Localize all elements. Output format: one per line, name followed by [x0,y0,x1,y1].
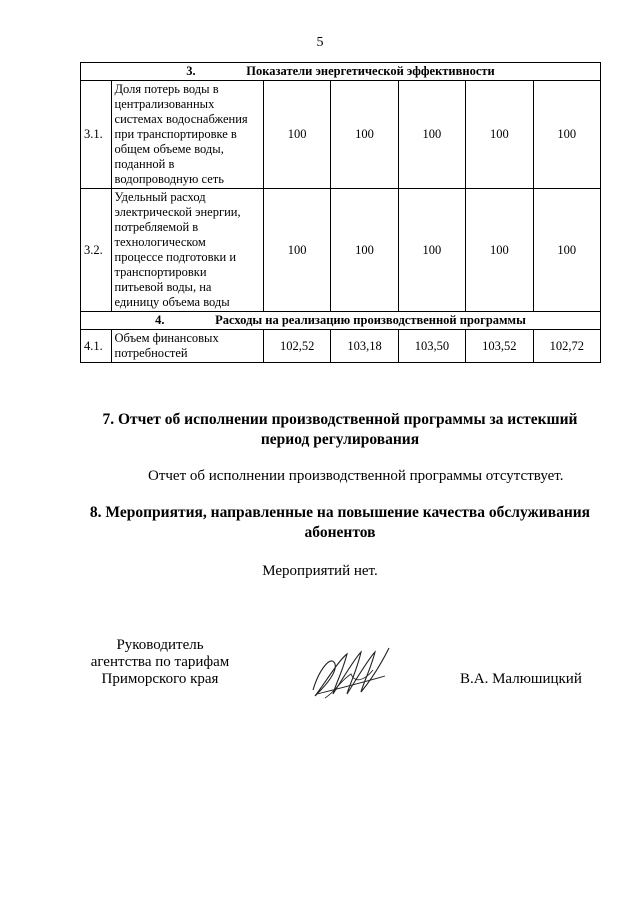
desc-line: процессе подготовки и [114,250,237,264]
value-cell: 100 [398,189,465,312]
section-7-text: Отчет об исполнении производственной программы отсутствует. [148,468,564,484]
value-cell: 102,72 [533,330,600,363]
heading-line: 8. Мероприятия, направленные на повышение качества обслуживания [89,504,591,521]
value-cell: 103,18 [331,330,398,363]
section-4-header-row [81,312,601,330]
section-8-heading [70,503,610,543]
section-7-heading [70,410,610,450]
value-cell: 102,52 [263,330,330,363]
value-cell: 100 [263,81,330,189]
signatory-title [80,637,240,688]
section-4-title: Расходы на реализацию производственной программы [215,313,526,327]
row-description [111,330,263,363]
desc-line: единицу объема воды [114,295,230,309]
value-cell: 100 [533,189,600,312]
signatory-name: В.А. Малюшицкий [460,671,582,687]
desc-line: Доля потерь воды в [114,82,219,96]
handwritten-signature [305,640,397,702]
value-cell: 100 [398,81,465,189]
desc-line: потребляемой в [114,220,199,234]
section-4-header [81,312,601,330]
indicators-table [80,62,601,363]
section-3-header-row [81,63,601,81]
section-3-header [81,63,601,81]
desc-line: общем объеме воды, [114,142,224,156]
row-number: 3.1. [81,81,112,189]
desc-line: водопроводную сеть [114,172,224,186]
heading-line: абонентов [304,524,376,541]
desc-line: поданной в [114,157,175,171]
desc-line: потребностей [114,346,188,360]
value-cell: 103,52 [466,330,533,363]
value-cell: 100 [466,81,533,189]
table-row [81,189,601,312]
value-cell: 103,50 [398,330,465,363]
title-line: Руководитель [116,637,204,653]
desc-line: Удельный расход [114,190,206,204]
table-row [81,330,601,363]
row-description [111,81,263,189]
section-3-title: Показатели энергетической эффективности [246,64,495,78]
heading-line: период регулирования [260,431,420,448]
section-4-number: 4. [155,313,165,327]
heading-line: 7. Отчет об исполнении производственной программы за истекший [102,411,578,428]
desc-line: при транспортировке в [114,127,237,141]
desc-line: централизованных [114,97,215,111]
desc-line: Объем финансовых [114,331,219,345]
section-8-text: Мероприятий нет. [262,563,378,579]
value-cell: 100 [331,81,398,189]
desc-line: питьевой воды, на [114,280,212,294]
value-cell: 100 [331,189,398,312]
title-line: агентства по тарифам [90,654,230,670]
desc-line: электрической энергии, [114,205,241,219]
row-description [111,189,263,312]
desc-line: транспортировки [114,265,207,279]
value-cell: 100 [466,189,533,312]
table-row [81,81,601,189]
row-number: 3.2. [81,189,112,312]
desc-line: системах водоснабжения [114,112,248,126]
title-line: Приморского края [101,671,219,687]
desc-line: технологическом [114,235,206,249]
value-cell: 100 [263,189,330,312]
page-number: 5 [316,35,324,50]
section-3-number: 3. [186,64,196,78]
value-cell: 100 [533,81,600,189]
row-number: 4.1. [81,330,112,363]
